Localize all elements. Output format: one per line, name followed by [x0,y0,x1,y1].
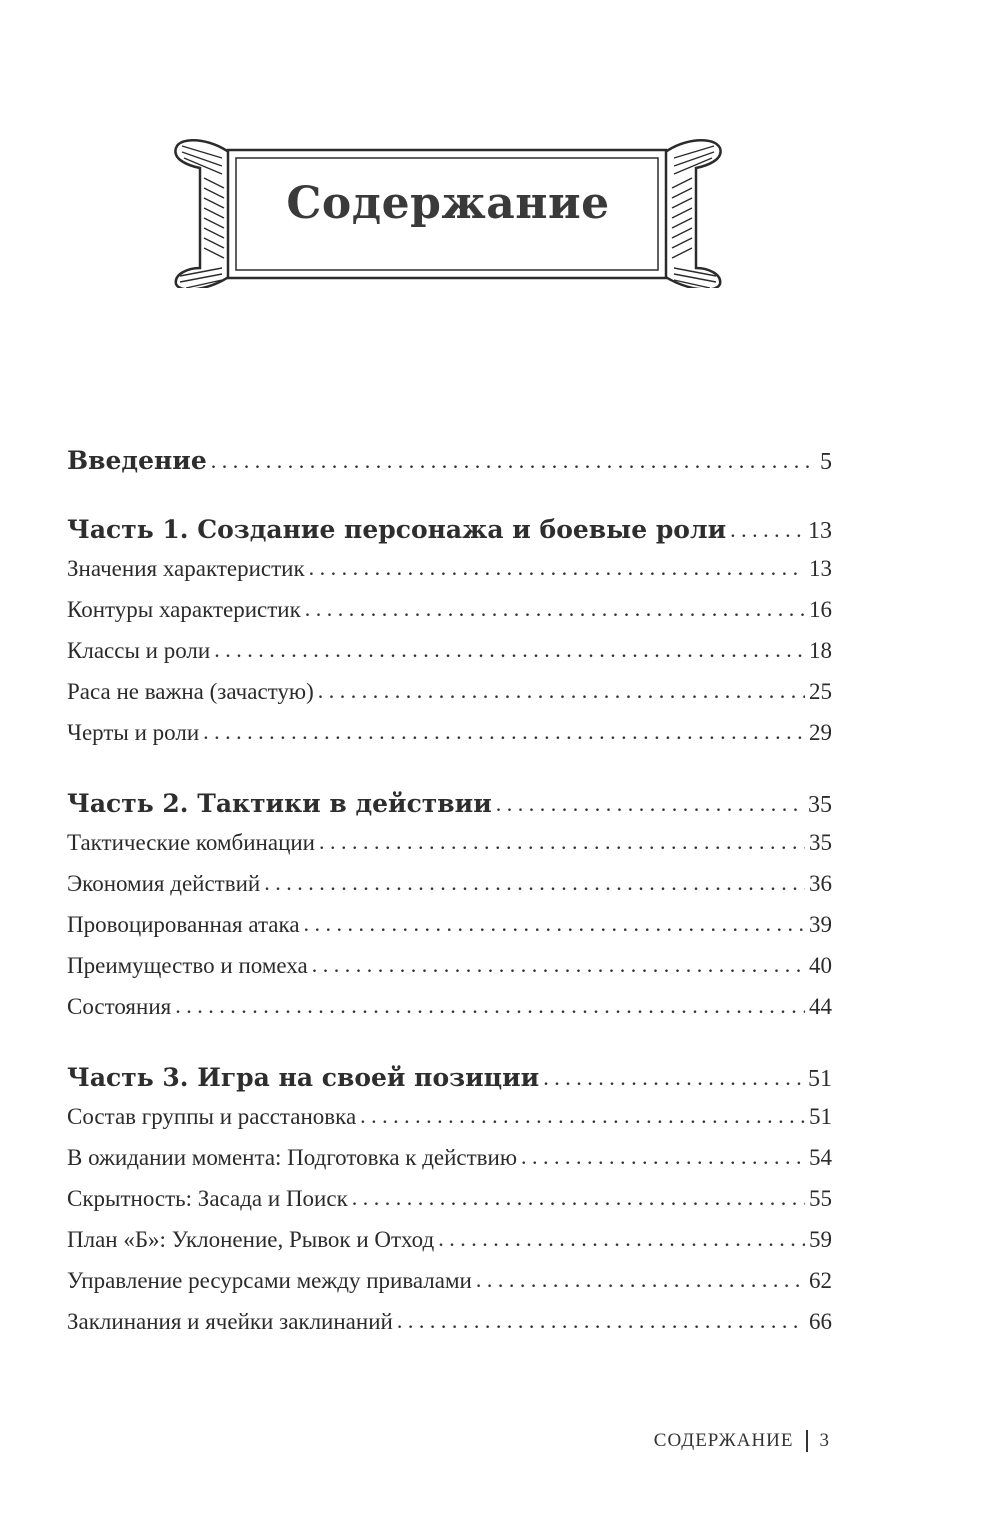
toc-label: Раса не важна (зачастую) [67,679,314,704]
toc-entry[interactable] [67,912,832,953]
toc-leader-dots [264,870,805,896]
toc-entry[interactable] [67,556,832,597]
toc-entry[interactable] [67,994,832,1035]
toc-leader-dots [211,448,816,474]
toc-leader-dots [318,678,805,704]
toc-label: Классы и роли [67,638,211,663]
toc-page-number: 39 [809,912,832,937]
toc-entry[interactable] [67,679,832,720]
toc-page-number: 16 [809,597,832,622]
toc-label: Состав группы и расстановка [67,1104,357,1129]
toc-leader-dots [319,829,805,855]
toc-label: Управление ресурсами между привалами [67,1268,472,1293]
footer-section-label: СОДЕРЖАНИЕ [653,1430,794,1451]
page-title: Содержание [286,178,610,229]
toc-page-number: 51 [808,1066,832,1092]
toc-label: План «Б»: Уклонение, Рывок и Отход [67,1227,435,1252]
toc-leader-dots [397,1308,805,1334]
toc-entry-intro[interactable] [67,446,832,487]
toc-entry-part3[interactable] [67,1063,832,1104]
toc-label: Экономия действий [67,871,261,896]
toc-page-number: 40 [809,953,832,978]
toc-entry[interactable] [67,720,832,761]
footer-page-number: 3 [819,1430,830,1451]
toc-page-number: 29 [809,720,832,745]
toc-leader-dots [305,596,805,622]
toc-entry[interactable] [67,871,832,912]
toc-page-number: 44 [809,994,832,1019]
toc-leader-dots [496,791,804,817]
toc-leader-dots [309,555,805,581]
toc-entry-part1[interactable] [67,515,832,556]
toc-entry[interactable] [67,830,832,871]
toc-leader-dots [360,1103,805,1129]
toc-page-number: 35 [808,792,832,818]
toc-leader-dots [175,993,805,1019]
toc-page-number: 35 [809,830,832,855]
table-of-contents [67,446,832,1350]
toc-entry[interactable] [67,953,832,994]
footer-separator [806,1430,808,1452]
toc-page-number: 51 [809,1104,832,1129]
toc-entry[interactable] [67,1309,832,1350]
toc-label: Провоцированная атака [67,912,300,937]
toc-page-number: 13 [809,556,832,581]
toc-page-number: 25 [809,679,832,704]
toc-page-number: 5 [820,449,832,475]
toc-label: Скрытность: Засада и Поиск [67,1186,348,1211]
toc-leader-dots [543,1065,804,1091]
toc-label: Контуры характеристик [67,597,301,622]
toc-page-number: 66 [809,1309,832,1334]
toc-leader-dots [203,719,805,745]
toc-label: В ожидании момента: Подготовка к действию [67,1145,518,1170]
toc-entry[interactable] [67,597,832,638]
toc-label: Черты и роли [67,720,200,745]
toc-leader-dots [304,911,805,937]
toc-label: Часть 1. Создание персонажа и боевые роли [67,515,727,544]
toc-entry[interactable] [67,1186,832,1227]
toc-label: Часть 2. Тактики в действии [67,789,492,818]
toc-leader-dots [521,1144,805,1170]
toc-entry[interactable] [67,1145,832,1186]
toc-leader-dots [352,1185,805,1211]
toc-page-number: 55 [809,1186,832,1211]
toc-page-number: 18 [809,638,832,663]
toc-entry[interactable] [67,638,832,679]
toc-label: Введение [67,446,207,475]
toc-page-number: 54 [809,1145,832,1170]
toc-entry-part2[interactable] [67,789,832,830]
toc-leader-dots [476,1267,805,1293]
toc-label: Тактические комбинации [67,830,315,855]
toc-page-number: 13 [808,518,832,544]
toc-leader-dots [730,517,804,543]
toc-leader-dots [214,637,805,663]
page-footer [654,1430,830,1452]
toc-entry[interactable] [67,1104,832,1145]
toc-label: Состояния [67,994,172,1019]
toc-leader-dots [438,1226,805,1252]
toc-page-number: 62 [809,1268,832,1293]
toc-page-number: 59 [809,1227,832,1252]
toc-entry[interactable] [67,1227,832,1268]
toc-label: Значения характеристик [67,556,305,581]
toc-leader-dots [312,952,805,978]
toc-label: Часть 3. Игра на своей позиции [67,1063,540,1092]
toc-page-number: 36 [809,871,832,896]
toc-label: Преимущество и помеха [67,953,308,978]
toc-label: Заклинания и ячейки заклинаний [67,1309,393,1334]
toc-entry[interactable] [67,1268,832,1309]
